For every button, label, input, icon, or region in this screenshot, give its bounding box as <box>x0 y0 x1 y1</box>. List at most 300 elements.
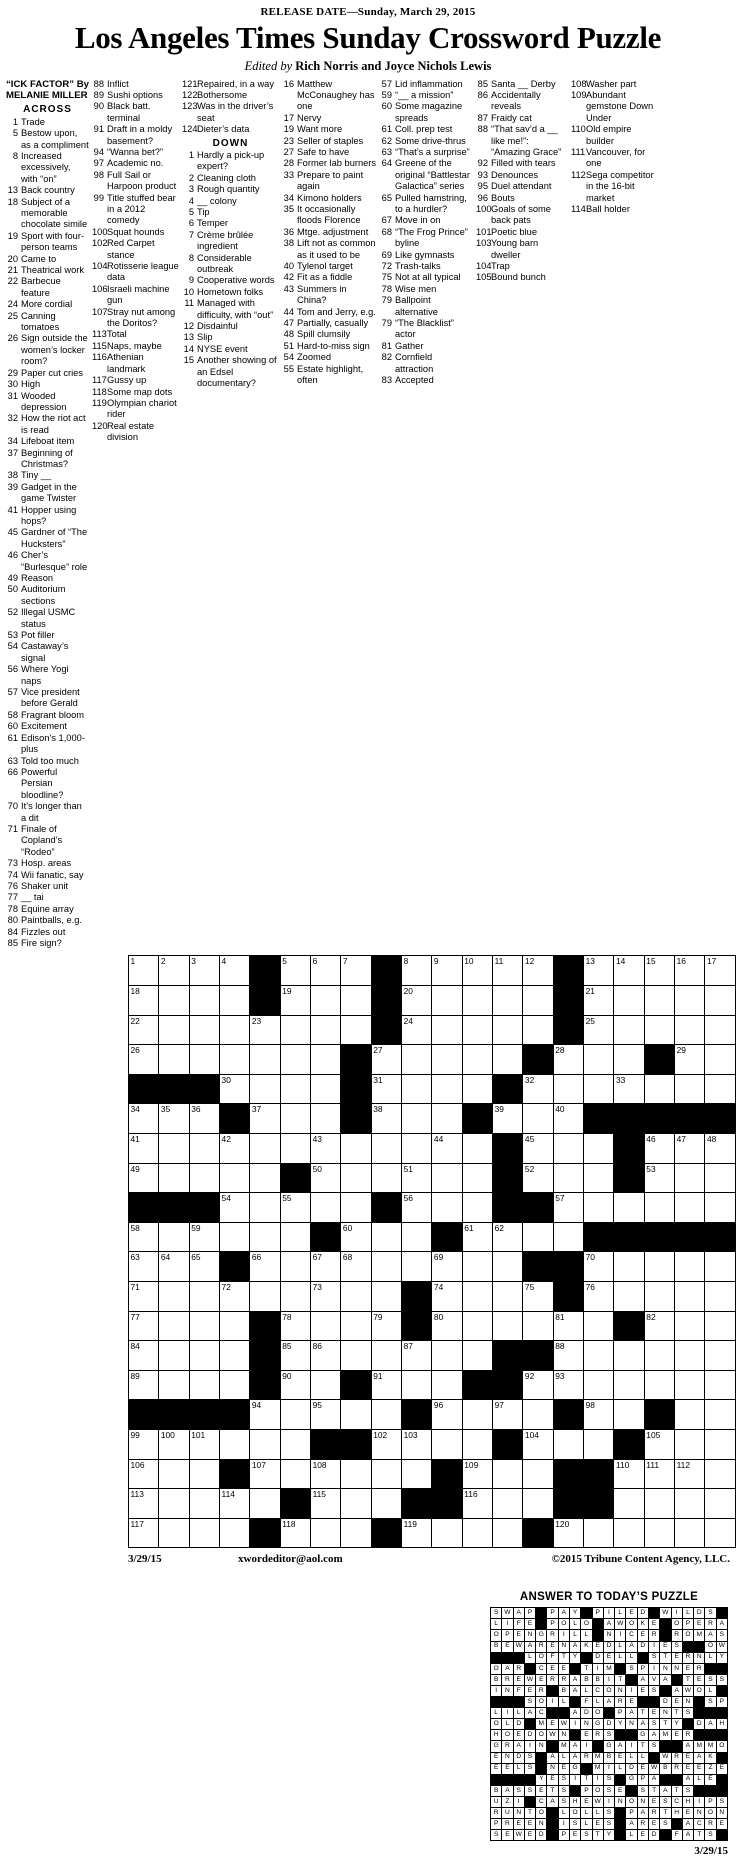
grid-cell[interactable] <box>159 1015 189 1045</box>
grid-cell[interactable] <box>159 1341 189 1371</box>
grid-cell[interactable] <box>311 1193 341 1223</box>
grid-cell[interactable] <box>614 1341 644 1371</box>
grid-cell[interactable] <box>311 1518 341 1548</box>
grid-cell[interactable] <box>614 1193 644 1223</box>
grid-cell[interactable] <box>644 1370 674 1400</box>
grid-cell[interactable] <box>432 1193 462 1223</box>
grid-cell[interactable] <box>432 1074 462 1104</box>
grid-cell[interactable] <box>675 1459 705 1489</box>
grid-cell[interactable] <box>189 986 219 1016</box>
grid-cell[interactable] <box>675 1193 705 1223</box>
grid-cell[interactable] <box>705 1252 736 1282</box>
grid-cell[interactable] <box>341 986 371 1016</box>
grid-cell[interactable] <box>493 1518 523 1548</box>
grid-cell[interactable] <box>584 1341 614 1371</box>
grid-cell[interactable] <box>189 1045 219 1075</box>
grid-cell[interactable] <box>553 1518 583 1548</box>
grid-cell[interactable] <box>705 1489 736 1519</box>
grid-cell[interactable] <box>159 1133 189 1163</box>
grid-cell[interactable] <box>705 1133 736 1163</box>
grid-cell[interactable] <box>402 1459 432 1489</box>
grid-cell[interactable] <box>644 1133 674 1163</box>
grid-cell[interactable] <box>675 1133 705 1163</box>
grid-cell[interactable] <box>462 986 492 1016</box>
grid-cell[interactable] <box>523 1133 553 1163</box>
grid-cell[interactable] <box>311 1489 341 1519</box>
grid-cell[interactable] <box>129 1104 159 1134</box>
grid-cell[interactable] <box>553 1222 583 1252</box>
grid-cell[interactable] <box>341 1459 371 1489</box>
grid-cell[interactable] <box>129 1341 159 1371</box>
grid-cell[interactable] <box>614 1074 644 1104</box>
grid-cell[interactable] <box>220 1429 250 1459</box>
grid-cell[interactable] <box>280 986 310 1016</box>
grid-cell[interactable] <box>159 1281 189 1311</box>
grid-cell[interactable] <box>614 1489 644 1519</box>
grid-cell[interactable] <box>705 1429 736 1459</box>
grid-cell[interactable] <box>129 1045 159 1075</box>
grid-cell[interactable] <box>311 986 341 1016</box>
grid-cell[interactable] <box>553 1193 583 1223</box>
grid-cell[interactable] <box>280 1074 310 1104</box>
grid-cell[interactable] <box>675 1281 705 1311</box>
grid-cell[interactable] <box>311 1133 341 1163</box>
grid-cell[interactable] <box>311 1281 341 1311</box>
grid-cell[interactable] <box>371 1489 401 1519</box>
grid-cell[interactable] <box>462 1429 492 1459</box>
grid-cell[interactable] <box>675 1252 705 1282</box>
grid-cell[interactable] <box>705 1163 736 1193</box>
grid-cell[interactable] <box>189 1133 219 1163</box>
grid-cell[interactable] <box>189 1222 219 1252</box>
grid-cell[interactable] <box>644 1281 674 1311</box>
grid-cell[interactable] <box>402 1193 432 1223</box>
grid-cell[interactable] <box>129 1133 159 1163</box>
grid-cell[interactable] <box>220 1311 250 1341</box>
grid-cell[interactable] <box>280 1459 310 1489</box>
grid-cell[interactable] <box>584 1015 614 1045</box>
grid-cell[interactable] <box>341 1252 371 1282</box>
grid-cell[interactable] <box>432 1104 462 1134</box>
grid-cell[interactable] <box>432 1252 462 1282</box>
grid-cell[interactable] <box>705 1370 736 1400</box>
grid-cell[interactable] <box>402 986 432 1016</box>
grid-cell[interactable] <box>220 1489 250 1519</box>
grid-cell[interactable] <box>705 1311 736 1341</box>
grid-cell[interactable] <box>584 1193 614 1223</box>
grid-cell[interactable] <box>159 1222 189 1252</box>
grid-cell[interactable] <box>493 1015 523 1045</box>
grid-cell[interactable] <box>644 956 674 986</box>
grid-cell[interactable] <box>675 1518 705 1548</box>
grid-cell[interactable] <box>584 1518 614 1548</box>
grid-cell[interactable] <box>159 1311 189 1341</box>
grid-cell[interactable] <box>189 1518 219 1548</box>
grid-cell[interactable] <box>280 1015 310 1045</box>
grid-cell[interactable] <box>129 1252 159 1282</box>
grid-cell[interactable] <box>493 1311 523 1341</box>
grid-cell[interactable] <box>705 1518 736 1548</box>
grid-cell[interactable] <box>371 1341 401 1371</box>
grid-cell[interactable] <box>311 1341 341 1371</box>
grid-cell[interactable] <box>553 1163 583 1193</box>
grid-cell[interactable] <box>523 1489 553 1519</box>
grid-cell[interactable] <box>553 1074 583 1104</box>
grid-cell[interactable] <box>280 1045 310 1075</box>
grid-cell[interactable] <box>675 1015 705 1045</box>
grid-cell[interactable] <box>462 1459 492 1489</box>
grid-cell[interactable] <box>129 1311 159 1341</box>
grid-cell[interactable] <box>129 1281 159 1311</box>
puzzle-grid[interactable] <box>128 955 736 1548</box>
grid-cell[interactable] <box>584 1163 614 1193</box>
grid-cell[interactable] <box>311 1015 341 1045</box>
grid-cell[interactable] <box>129 956 159 986</box>
grid-cell[interactable] <box>159 1459 189 1489</box>
grid-cell[interactable] <box>280 1252 310 1282</box>
grid-cell[interactable] <box>553 1429 583 1459</box>
grid-cell[interactable] <box>250 1163 280 1193</box>
grid-cell[interactable] <box>675 956 705 986</box>
grid-cell[interactable] <box>220 956 250 986</box>
grid-cell[interactable] <box>614 1400 644 1430</box>
grid-cell[interactable] <box>493 1252 523 1282</box>
grid-cell[interactable] <box>523 1281 553 1311</box>
grid-cell[interactable] <box>159 986 189 1016</box>
grid-cell[interactable] <box>675 1163 705 1193</box>
grid-cell[interactable] <box>462 956 492 986</box>
grid-cell[interactable] <box>462 1489 492 1519</box>
grid-cell[interactable] <box>371 1222 401 1252</box>
grid-cell[interactable] <box>371 1429 401 1459</box>
grid-cell[interactable] <box>371 1163 401 1193</box>
grid-cell[interactable] <box>614 1252 644 1282</box>
grid-cell[interactable] <box>311 1311 341 1341</box>
grid-cell[interactable] <box>462 1518 492 1548</box>
grid-cell[interactable] <box>614 1370 644 1400</box>
grid-cell[interactable] <box>553 1341 583 1371</box>
grid-cell[interactable] <box>129 1429 159 1459</box>
grid-cell[interactable] <box>432 956 462 986</box>
grid-cell[interactable] <box>341 1311 371 1341</box>
grid-cell[interactable] <box>189 1459 219 1489</box>
grid-cell[interactable] <box>280 1400 310 1430</box>
grid-cell[interactable] <box>250 1074 280 1104</box>
grid-cell[interactable] <box>432 1341 462 1371</box>
grid-cell[interactable] <box>402 1104 432 1134</box>
grid-cell[interactable] <box>493 1489 523 1519</box>
grid-cell[interactable] <box>159 1489 189 1519</box>
grid-cell[interactable] <box>220 1015 250 1045</box>
grid-cell[interactable] <box>584 1311 614 1341</box>
grid-cell[interactable] <box>402 1429 432 1459</box>
grid-cell[interactable] <box>250 1133 280 1163</box>
grid-cell[interactable] <box>250 1281 280 1311</box>
grid-cell[interactable] <box>614 1459 644 1489</box>
grid-cell[interactable] <box>614 1281 644 1311</box>
grid-cell[interactable] <box>614 986 644 1016</box>
grid-cell[interactable] <box>371 1074 401 1104</box>
grid-cell[interactable] <box>371 1400 401 1430</box>
grid-cell[interactable] <box>280 1104 310 1134</box>
grid-cell[interactable] <box>523 1104 553 1134</box>
grid-cell[interactable] <box>220 1341 250 1371</box>
grid-cell[interactable] <box>311 1252 341 1282</box>
grid-cell[interactable] <box>311 1045 341 1075</box>
grid-cell[interactable] <box>432 1133 462 1163</box>
grid-cell[interactable] <box>675 1045 705 1075</box>
grid-cell[interactable] <box>462 1400 492 1430</box>
grid-cell[interactable] <box>402 1370 432 1400</box>
grid-cell[interactable] <box>584 986 614 1016</box>
grid-cell[interactable] <box>462 1311 492 1341</box>
grid-cell[interactable] <box>341 1015 371 1045</box>
grid-cell[interactable] <box>129 1163 159 1193</box>
grid-cell[interactable] <box>280 1133 310 1163</box>
grid-cell[interactable] <box>432 1518 462 1548</box>
grid-cell[interactable] <box>432 1045 462 1075</box>
grid-cell[interactable] <box>341 1489 371 1519</box>
grid-cell[interactable] <box>159 1104 189 1134</box>
grid-cell[interactable] <box>462 1045 492 1075</box>
grid-cell[interactable] <box>280 1311 310 1341</box>
grid-cell[interactable] <box>705 1341 736 1371</box>
grid-cell[interactable] <box>159 1370 189 1400</box>
grid-cell[interactable] <box>462 1133 492 1163</box>
grid-cell[interactable] <box>675 1400 705 1430</box>
grid-cell[interactable] <box>402 956 432 986</box>
grid-cell[interactable] <box>159 1429 189 1459</box>
grid-cell[interactable] <box>644 1518 674 1548</box>
grid-cell[interactable] <box>159 1252 189 1282</box>
grid-cell[interactable] <box>311 1104 341 1134</box>
grid-cell[interactable] <box>462 1222 492 1252</box>
grid-cell[interactable] <box>280 1370 310 1400</box>
grid-cell[interactable] <box>189 1015 219 1045</box>
grid-cell[interactable] <box>432 986 462 1016</box>
grid-cell[interactable] <box>523 1311 553 1341</box>
grid-cell[interactable] <box>250 1193 280 1223</box>
grid-cell[interactable] <box>644 1459 674 1489</box>
grid-cell[interactable] <box>189 1311 219 1341</box>
grid-cell[interactable] <box>129 1518 159 1548</box>
grid-cell[interactable] <box>220 1045 250 1075</box>
grid-cell[interactable] <box>311 1074 341 1104</box>
grid-cell[interactable] <box>371 1133 401 1163</box>
grid-cell[interactable] <box>371 1104 401 1134</box>
grid-cell[interactable] <box>644 1252 674 1282</box>
grid-cell[interactable] <box>402 1163 432 1193</box>
grid-cell[interactable] <box>584 1252 614 1282</box>
grid-cell[interactable] <box>675 1311 705 1341</box>
grid-cell[interactable] <box>584 1429 614 1459</box>
grid-cell[interactable] <box>220 1163 250 1193</box>
grid-cell[interactable] <box>159 1518 189 1548</box>
grid-cell[interactable] <box>220 1518 250 1548</box>
grid-cell[interactable] <box>705 956 736 986</box>
grid-cell[interactable] <box>371 1311 401 1341</box>
grid-cell[interactable] <box>584 1045 614 1075</box>
grid-cell[interactable] <box>675 1074 705 1104</box>
grid-cell[interactable] <box>250 1429 280 1459</box>
grid-cell[interactable] <box>341 1193 371 1223</box>
grid-cell[interactable] <box>523 1015 553 1045</box>
grid-cell[interactable] <box>705 1459 736 1489</box>
grid-cell[interactable] <box>189 1163 219 1193</box>
grid-cell[interactable] <box>523 956 553 986</box>
grid-cell[interactable] <box>493 1281 523 1311</box>
grid-cell[interactable] <box>189 1104 219 1134</box>
grid-cell[interactable] <box>523 1400 553 1430</box>
grid-cell[interactable] <box>250 1400 280 1430</box>
grid-cell[interactable] <box>614 1518 644 1548</box>
grid-cell[interactable] <box>402 1045 432 1075</box>
grid-cell[interactable] <box>644 1015 674 1045</box>
grid-cell[interactable] <box>675 1341 705 1371</box>
grid-cell[interactable] <box>705 1074 736 1104</box>
grid-cell[interactable] <box>311 1400 341 1430</box>
grid-cell[interactable] <box>705 1281 736 1311</box>
grid-cell[interactable] <box>220 986 250 1016</box>
grid-cell[interactable] <box>493 956 523 986</box>
grid-cell[interactable] <box>462 1281 492 1311</box>
grid-cell[interactable] <box>129 1015 159 1045</box>
grid-cell[interactable] <box>523 1370 553 1400</box>
grid-cell[interactable] <box>432 1281 462 1311</box>
grid-cell[interactable] <box>644 1074 674 1104</box>
grid-cell[interactable] <box>523 1429 553 1459</box>
grid-cell[interactable] <box>493 1104 523 1134</box>
grid-cell[interactable] <box>311 1370 341 1400</box>
grid-cell[interactable] <box>311 956 341 986</box>
grid-cell[interactable] <box>129 1222 159 1252</box>
grid-cell[interactable] <box>462 1015 492 1045</box>
grid-cell[interactable] <box>644 986 674 1016</box>
grid-cell[interactable] <box>129 1459 159 1489</box>
grid-cell[interactable] <box>220 1370 250 1400</box>
grid-cell[interactable] <box>584 1370 614 1400</box>
grid-cell[interactable] <box>432 1311 462 1341</box>
footer-email[interactable]: xwordeditor@aol.com <box>238 1553 343 1566</box>
grid-cell[interactable] <box>493 1459 523 1489</box>
grid-cell[interactable] <box>189 1429 219 1459</box>
grid-cell[interactable] <box>705 1193 736 1223</box>
grid-cell[interactable] <box>705 986 736 1016</box>
grid-cell[interactable] <box>493 1045 523 1075</box>
grid-cell[interactable] <box>675 986 705 1016</box>
grid-cell[interactable] <box>402 1341 432 1371</box>
grid-cell[interactable] <box>584 956 614 986</box>
grid-cell[interactable] <box>341 1281 371 1311</box>
grid-cell[interactable] <box>189 1252 219 1282</box>
grid-cell[interactable] <box>371 1459 401 1489</box>
grid-cell[interactable] <box>280 1341 310 1371</box>
grid-cell[interactable] <box>614 1045 644 1075</box>
grid-cell[interactable] <box>584 1281 614 1311</box>
grid-cell[interactable] <box>220 1222 250 1252</box>
grid-cell[interactable] <box>220 1193 250 1223</box>
grid-cell[interactable] <box>159 956 189 986</box>
grid-cell[interactable] <box>250 1489 280 1519</box>
grid-cell[interactable] <box>644 1341 674 1371</box>
grid-cell[interactable] <box>371 1281 401 1311</box>
grid-cell[interactable] <box>189 1370 219 1400</box>
grid-cell[interactable] <box>644 1193 674 1223</box>
grid-cell[interactable] <box>311 1163 341 1193</box>
grid-cell[interactable] <box>462 1252 492 1282</box>
grid-cell[interactable] <box>705 1400 736 1430</box>
grid-cell[interactable] <box>493 1222 523 1252</box>
grid-cell[interactable] <box>250 1015 280 1045</box>
grid-cell[interactable] <box>280 956 310 986</box>
grid-cell[interactable] <box>462 1341 492 1371</box>
grid-cell[interactable] <box>341 1133 371 1163</box>
grid-cell[interactable] <box>159 1163 189 1193</box>
grid-cell[interactable] <box>189 1281 219 1311</box>
grid-cell[interactable] <box>311 1459 341 1489</box>
grid-cell[interactable] <box>553 1370 583 1400</box>
grid-cell[interactable] <box>341 1400 371 1430</box>
grid-cell[interactable] <box>189 1489 219 1519</box>
grid-cell[interactable] <box>220 1074 250 1104</box>
grid-cell[interactable] <box>523 1222 553 1252</box>
grid-cell[interactable] <box>250 1222 280 1252</box>
grid-cell[interactable] <box>675 1429 705 1459</box>
grid-cell[interactable] <box>553 1045 583 1075</box>
grid-cell[interactable] <box>523 1074 553 1104</box>
grid-cell[interactable] <box>341 1341 371 1371</box>
grid-cell[interactable] <box>614 1015 644 1045</box>
grid-cell[interactable] <box>584 1133 614 1163</box>
grid-cell[interactable] <box>432 1163 462 1193</box>
grid-cell[interactable] <box>584 1074 614 1104</box>
grid-cell[interactable] <box>250 1045 280 1075</box>
grid-cell[interactable] <box>159 1045 189 1075</box>
grid-cell[interactable] <box>402 1518 432 1548</box>
grid-cell[interactable] <box>462 1193 492 1223</box>
grid-cell[interactable] <box>280 1518 310 1548</box>
grid-cell[interactable] <box>675 1489 705 1519</box>
grid-cell[interactable] <box>644 1429 674 1459</box>
grid-cell[interactable] <box>371 1370 401 1400</box>
grid-cell[interactable] <box>220 1281 250 1311</box>
grid-cell[interactable] <box>553 1104 583 1134</box>
grid-cell[interactable] <box>432 1370 462 1400</box>
grid-cell[interactable] <box>341 1518 371 1548</box>
grid-cell[interactable] <box>675 1370 705 1400</box>
grid-cell[interactable] <box>220 1133 250 1163</box>
grid-cell[interactable] <box>189 1341 219 1371</box>
grid-cell[interactable] <box>553 1133 583 1163</box>
grid-cell[interactable] <box>402 1222 432 1252</box>
grid-cell[interactable] <box>432 1400 462 1430</box>
grid-cell[interactable] <box>250 1252 280 1282</box>
grid-cell[interactable] <box>189 956 219 986</box>
grid-cell[interactable] <box>129 1489 159 1519</box>
grid-cell[interactable] <box>280 1193 310 1223</box>
grid-cell[interactable] <box>250 1104 280 1134</box>
grid-cell[interactable] <box>280 1429 310 1459</box>
grid-cell[interactable] <box>402 1133 432 1163</box>
grid-cell[interactable] <box>553 1311 583 1341</box>
grid-cell[interactable] <box>432 1429 462 1459</box>
grid-cell[interactable] <box>523 1163 553 1193</box>
grid-cell[interactable] <box>371 1045 401 1075</box>
grid-cell[interactable] <box>341 1163 371 1193</box>
grid-cell[interactable] <box>402 1074 432 1104</box>
grid-cell[interactable] <box>250 1459 280 1489</box>
grid-cell[interactable] <box>584 1400 614 1430</box>
